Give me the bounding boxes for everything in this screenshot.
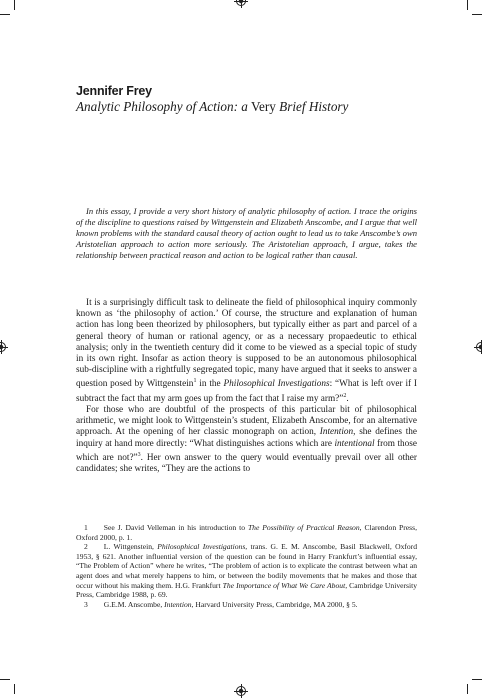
registration-mark-bottom-icon [236, 686, 246, 696]
p2-work-title: Intention [319, 427, 354, 438]
footnote-ref-3[interactable]: 3 [137, 451, 141, 458]
footnote-ref-2[interactable]: 2 [343, 392, 347, 399]
article-title [76, 99, 348, 115]
title-roman: Very [247, 99, 280, 114]
body-text [76, 298, 417, 475]
p1-text-d: . [346, 393, 349, 404]
footnote-1-work: The Possibility of Practical Reason [247, 523, 360, 532]
crop-mark-bottom-left-h-icon [0, 679, 10, 680]
crop-mark-bottom-right-h-icon [472, 679, 482, 680]
registration-mark-left-icon [0, 342, 6, 352]
footnote-2-text: L. Wittgenstein, [103, 542, 158, 552]
footnote-2-work: Philosophical Investigations [157, 542, 246, 552]
footnote-2-end: , Cambridge University Press, Cambridge 1988, p. 69. [76, 580, 417, 600]
footnotes [76, 523, 417, 609]
footnote-1 [76, 523, 417, 542]
crop-mark-top-right-icon [467, 0, 468, 10]
footnote-1-rest: , Clarendon Press, Oxford 2000, p. 1. [76, 523, 417, 542]
paragraph-2 [76, 405, 417, 475]
title-italic-end: Brief History [279, 99, 349, 114]
crop-mark-top-left-icon [14, 0, 15, 10]
p1-text-c: : “What is left over if I subtract the fact that my arm goes up from the fact that I raise my arm?” [76, 379, 418, 404]
footnote-3 [76, 600, 417, 610]
registration-mark-right-icon [476, 342, 482, 352]
footnote-3-rest: , Harvard University Press, Cambridge, MA 2000, § 5. [191, 599, 358, 609]
p2-text-c: from those which are not?” [76, 438, 417, 463]
footnote-2-rest: , trans. G. E. M. Anscombe, Basil Blackwell, Oxford 1953, § 621. Another influential version of the question can be found in Harry Frankfurt’s influential essay, “The Problem of Action” where he writes, “The problem of action is to explicate the contrast between what an agent does and what merely happens to him, or between the bodily movements that he makes and those that occur without his making them. H.G. Frankfurt [76, 542, 418, 590]
footnote-3-text: G.E.M. Anscombe, [103, 599, 165, 609]
crop-mark-bottom-left-icon [14, 684, 15, 694]
footnote-2-work-2: The Importance of What We Care About [222, 580, 346, 590]
p2-text-d: . Her own answer to the query would eventually prevail over all other candidates; she writes, “They are the actions to [76, 452, 417, 475]
footnote-number: 1 [84, 523, 88, 532]
footnote-ref-1[interactable]: 1 [193, 378, 197, 385]
footnote-number: 3 [84, 599, 88, 609]
footnote-2 [76, 542, 417, 600]
abstract [76, 206, 417, 261]
crop-mark-top-left-h-icon [0, 14, 10, 15]
abstract-text: In this essay, I provide a very short history of analytic philosophy of action. I trace the origins of the discipline to questions raised by Wittgenstein and Elizabeth Anscombe, and I argue that well known problems with the standard causal theory of action ought to lead us to take Anscombe’s own Aristotelian approach to action more seriously. The Aristotelian approach, I argue, takes the relationship between practical reason and action to be logical rather than causal. [76, 206, 417, 261]
p2-text-b: , she defines the inquiry at hand more directly: “What distinguishes actions which are [76, 427, 417, 449]
p2-emphasis: intentional [334, 438, 375, 449]
title-italic: Analytic Philosophy of Action: a [76, 99, 248, 114]
author-name: Jennifer Frey [76, 84, 152, 98]
paragraph-1 [76, 298, 417, 405]
p2-text-a: For those who are doubtful of the prospects of this particular bit of philosophical arithmetic, we might look to Wittgenstein’s student, Elizabeth Anscombe, for an alternative approach. At the opening of her classic monograph on action, [76, 404, 417, 438]
footnote-number: 2 [84, 542, 88, 552]
p1-text-a: It is a surprisingly difficult task to delineate the field of philosophical inquiry commonly known as ‘the philosophy of action.’ Of course, the structure and explanation of human action has long been theorized by philosophers, but typically either as part and parcel of a general theory of human or rational agency, or as a necessary propaedeutic to ethical analysis; only in the twentieth century did it come to be viewed as a special topic of study in its own right. Insofar as action theory is supposed to be an autonomous philosophical sub-discipline with a rightfully segregated topic, many have argued that it seeks to answer a question posed by Wittgenstein [76, 298, 417, 390]
footnote-3-work: Intention [164, 599, 192, 609]
crop-mark-bottom-right-icon [467, 684, 468, 694]
p1-work-title: Philosophical Investigations [223, 379, 330, 390]
crop-mark-top-right-h-icon [472, 14, 482, 15]
registration-mark-top-icon [236, 0, 246, 6]
footnote-1-text: See J. David Velleman in his introduction to [103, 523, 248, 532]
p1-text-b: in the [196, 379, 224, 390]
